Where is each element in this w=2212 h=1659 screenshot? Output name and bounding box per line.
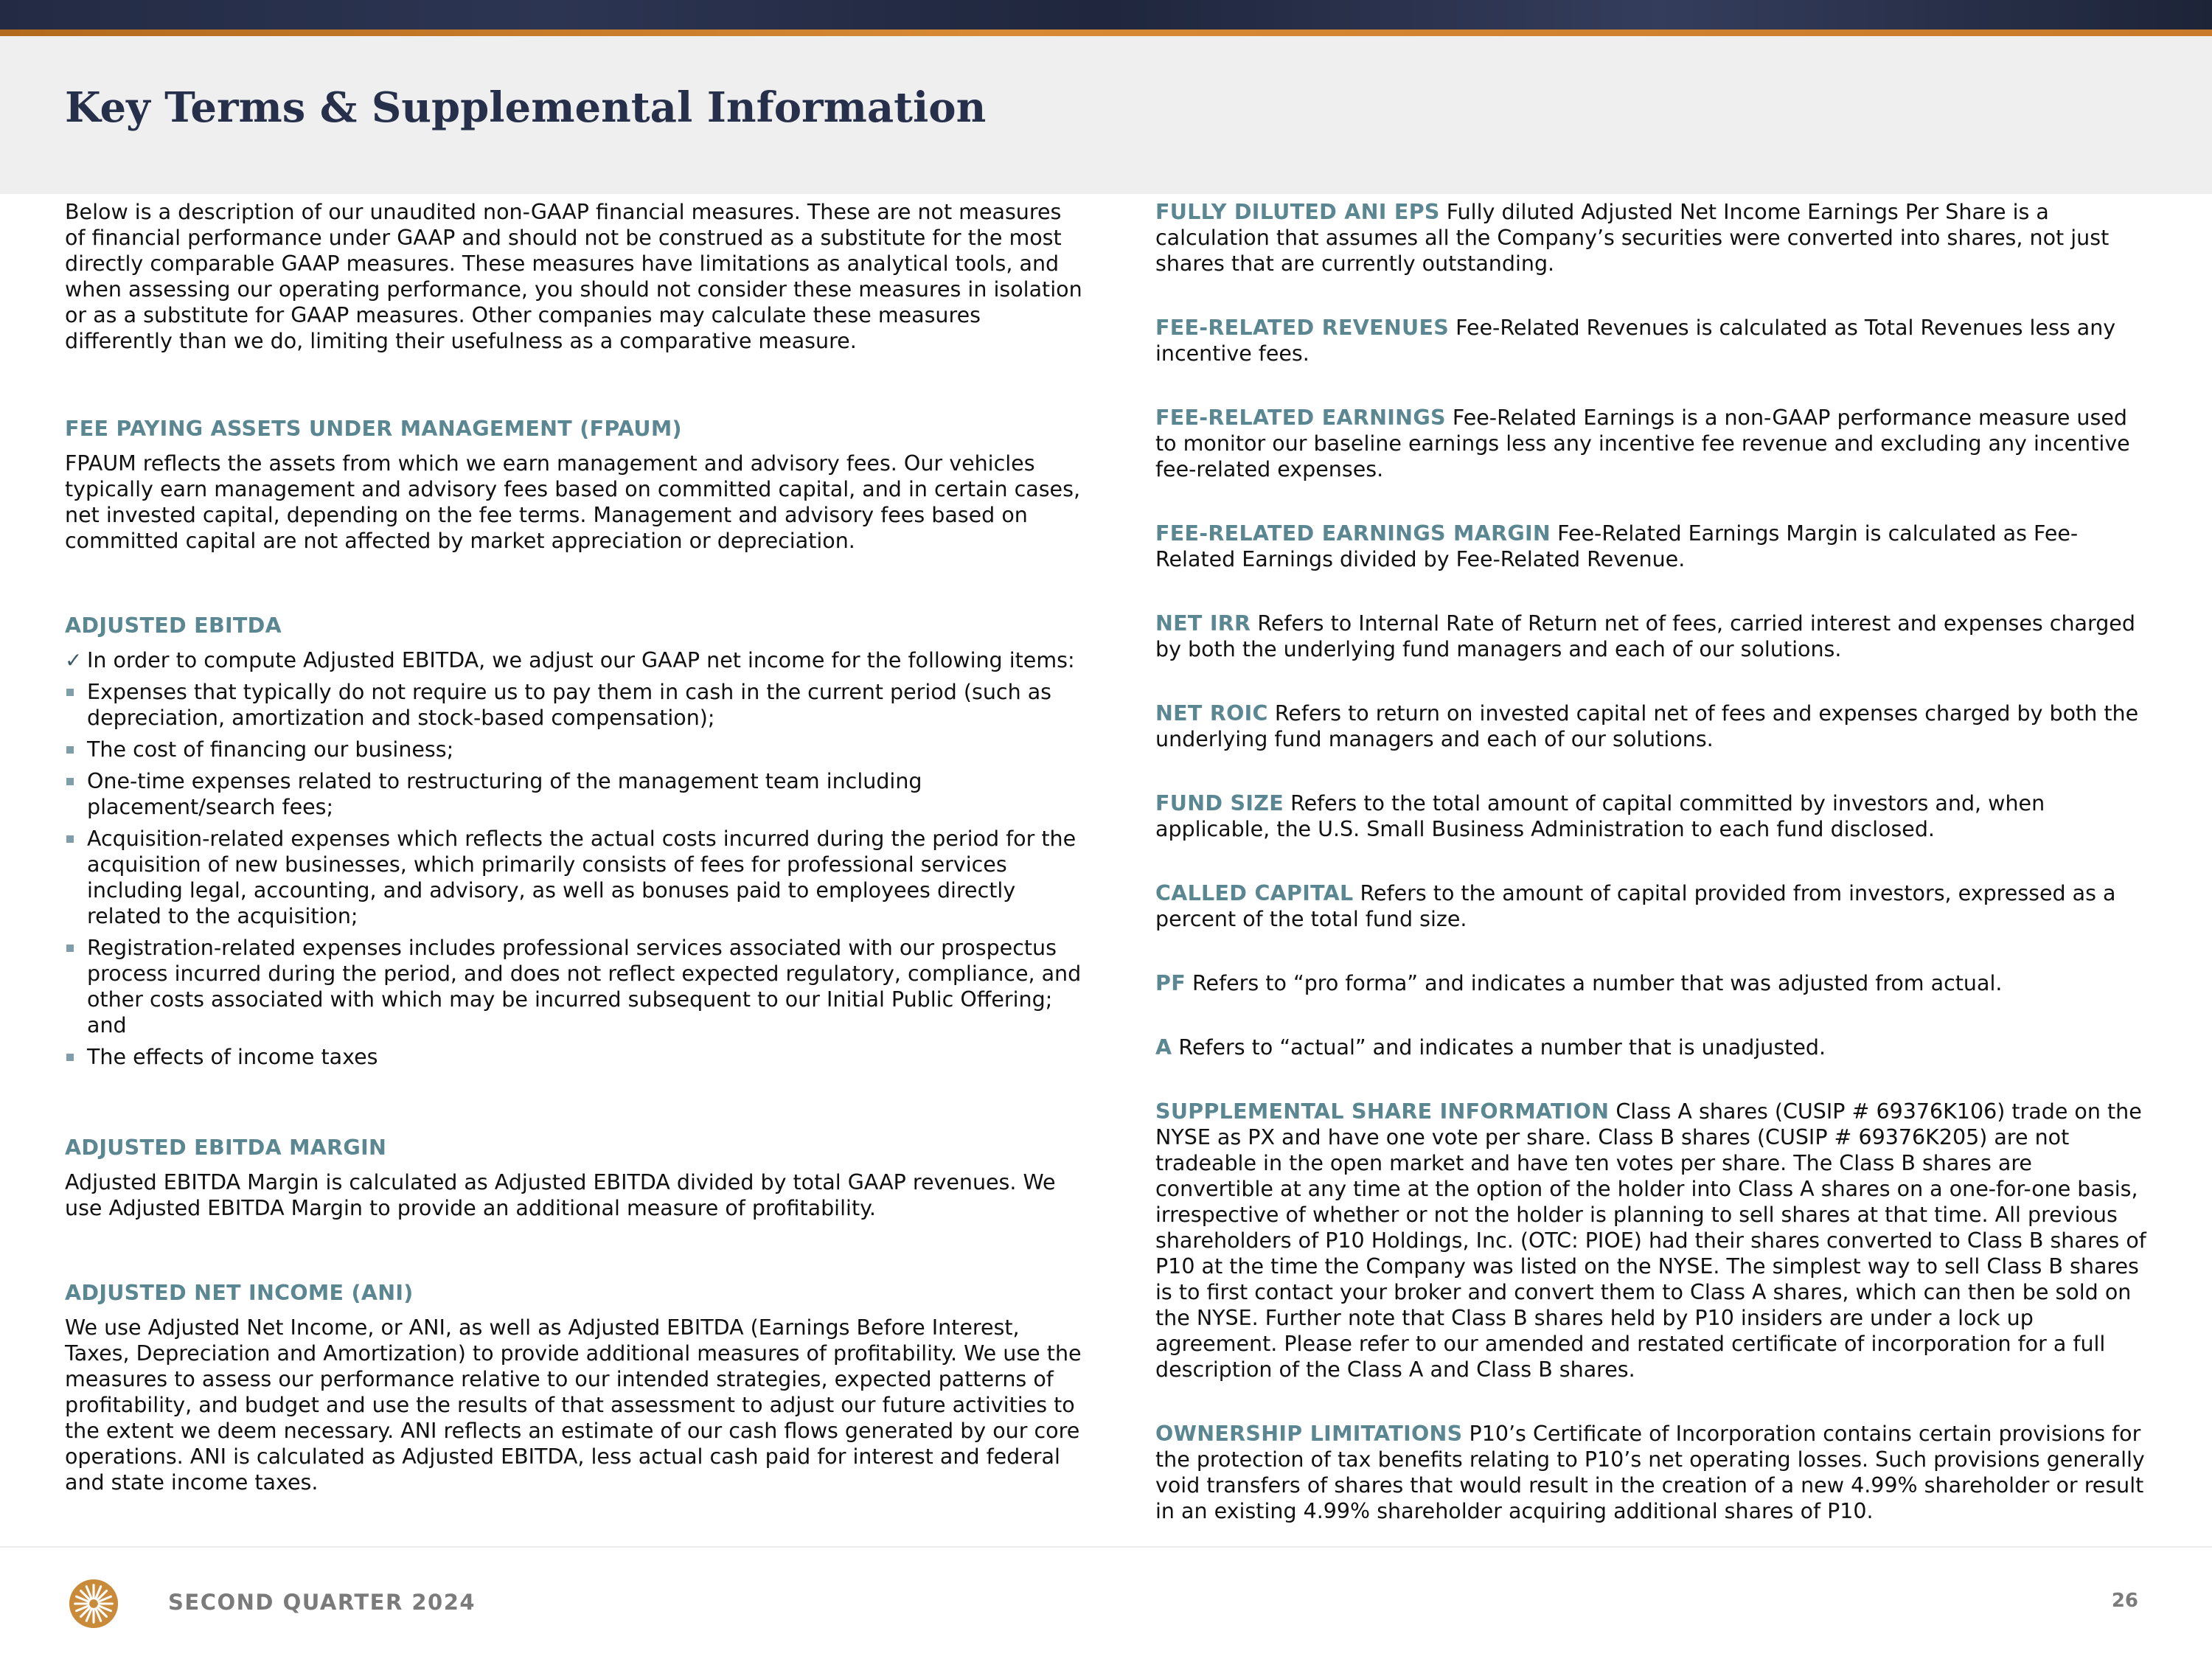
section-ani — [65, 1280, 1082, 1495]
term-definition: Refers to the amount of capital provided from investors, expressed as a percent of the total fund size. — [1155, 881, 2116, 931]
left-column — [65, 199, 1082, 1495]
term-called-capital — [1155, 880, 2151, 932]
term-label: SUPPLEMENTAL SHARE INFORMATION — [1155, 1099, 1610, 1124]
term-label: NET ROIC — [1155, 701, 1268, 726]
term-a — [1155, 1034, 2151, 1060]
term-fee-related-earnings-margin — [1155, 521, 2151, 572]
term-definition: Fee-Related Earnings Margin is calculated as Fee-Related Earnings divided by Fee-Related Revenue. — [1155, 521, 2079, 571]
term-definition: P10’s Certificate of Incorporation contains certain provisions for the protection of tax benefits relating to P10’s net operating losses. Such provisions generally void transfers of shares that would result in the creation of a new 4.99% shareholder or result in an existing 4.99% shareholder acquiring additional shares of P10. — [1155, 1422, 2145, 1523]
term-label: FEE-RELATED EARNINGS MARGIN — [1155, 521, 1551, 546]
section-body: FPAUM reflects the assets from which we earn management and advisory fees. Our vehicles typically earn management and advisory fees based on committed capital, and in certain cases, net invested capital, depending on the fee terms. Management and advisory fees based on committed capital are not affected by market appreciation or depreciation. — [65, 451, 1081, 553]
term-definition: Fee-Related Earnings is a non-GAAP performance measure used to monitor our baseline earnings less any incentive fee revenue and excluding any incentive fee-related expenses. — [1155, 406, 2130, 481]
section-body: We use Adjusted Net Income, or ANI, as well as Adjusted EBITDA (Earnings Before Interest, Taxes, Depreciation and Amortization) to provide additional measures of profitability. We use the measures to assess our performance relative to our intended strategies, expected patterns of profitability, and budget and use the results of that assessment to adjust our future activities to the extent we deem necessary. ANI reflects an estimate of our cash flows generated by our core operations. ANI is calculated as Adjusted EBITDA, less actual cash paid for interest and federal and state income taxes. — [65, 1315, 1082, 1495]
term-label: FUND SIZE — [1155, 791, 1284, 815]
term-definition: Refers to return on invested capital net of fees and expenses charged by both the underlying fund managers and each of our solutions. — [1155, 701, 2139, 751]
term-pf — [1155, 970, 2151, 996]
section-heading: ADJUSTED EBITDA — [65, 613, 282, 638]
top-decorative-band — [0, 0, 2212, 29]
ebitda-bullet-list — [65, 647, 1082, 1070]
list-item: Expenses that typically do not require us to pay them in cash in the current period (such as depreciation, amortization and stock-based compensation); — [65, 679, 1082, 731]
footer-period-label: SECOND QUARTER 2024 — [168, 1590, 476, 1615]
term-fund-size — [1155, 790, 2151, 842]
list-item: Acquisition-related expenses which reflects the actual costs incurred during the period for the acquisition of new businesses, which primarily consists of fees for professional services including legal, accounting, and advisory, as well as bonuses paid to employees directly related to the acquisition; — [65, 826, 1082, 929]
list-item-lead: ✓ In order to compute Adjusted EBITDA, we adjust our GAAP net income for the following items: — [65, 647, 1082, 673]
term-label: FEE-RELATED EARNINGS — [1155, 406, 1446, 430]
term-net-roic — [1155, 700, 2151, 752]
term-label: PF — [1155, 971, 1186, 995]
section-heading: ADJUSTED EBITDA MARGIN — [65, 1135, 387, 1160]
right-column — [1155, 199, 2151, 1524]
term-fee-related-revenues — [1155, 315, 2151, 366]
section-body: Adjusted EBITDA Margin is calculated as Adjusted EBITDA divided by total GAAP revenues. We use Adjusted EBITDA Margin to provide an additional measure of profitability. — [65, 1170, 1056, 1220]
section-ebitda-margin — [65, 1135, 1082, 1221]
term-label: A — [1155, 1035, 1172, 1060]
section-heading: FEE PAYING ASSETS UNDER MANAGEMENT (FPAUM) — [65, 417, 682, 441]
term-label: OWNERSHIP LIMITATIONS — [1155, 1422, 1463, 1446]
term-label: FULLY DILUTED ANI EPS — [1155, 200, 1440, 224]
term-definition: Fully diluted Adjusted Net Income Earnings Per Share is a calculation that assumes all the Company’s securities were converted into shares, not just shares that are currently outstanding. — [1155, 200, 2110, 276]
term-label: CALLED CAPITAL — [1155, 881, 1354, 905]
term-label: NET IRR — [1155, 611, 1251, 636]
term-definition: Refers to “pro forma” and indicates a number that was adjusted from actual. — [1192, 971, 2003, 995]
term-fully-diluted-ani-eps — [1155, 199, 2151, 276]
section-adjusted-ebitda — [65, 613, 1082, 1070]
term-definition: Class A shares (CUSIP # 69376K106) trade on the NYSE as PX and have one vote per share. Class B shares (CUSIP # 69376K205) are not tradeable in the open market and have ten votes per share. The Class B shares are convertible at any time at the option of the holder into Class A shares on a one-for-one basis, irrespective of whether or not the holder is planning to sell shares at that time. All previous shareholders of P10 Holdings, Inc. (OTC: PIOE) had their shares converted to Class B shares of P10 at the time the Company was listed on the NYSE. The simplest way to sell Class B shares is to first contact your broker and convert them to Class A shares, which can then be sold on the NYSE. Further note that Class B shares held by P10 insiders are under a lock up agreement. Please refer to our amended and restated certificate of incorporation for a full description of the Class A and Class B shares. — [1155, 1099, 2146, 1382]
term-fee-related-earnings — [1155, 405, 2151, 482]
section-fpaum — [65, 416, 1082, 554]
term-definition: Refers to “actual” and indicates a number that is unadjusted. — [1178, 1035, 1826, 1060]
page-title: Key Terms & Supplemental Information — [65, 83, 987, 132]
term-definition: Fee-Related Revenues is calculated as Total Revenues less any incentive fees. — [1155, 316, 2116, 366]
footer-divider — [0, 1546, 2212, 1548]
page-number: 26 — [2111, 1590, 2138, 1612]
term-ownership-limitations — [1155, 1421, 2151, 1524]
list-item: One-time expenses related to restructuring of the management team including placement/search fees; — [65, 768, 1082, 820]
term-definition: Refers to the total amount of capital committed by investors and, when applicable, the U.S. Small Business Administration to each fund disclosed. — [1155, 791, 2045, 841]
term-label: FEE-RELATED REVENUES — [1155, 316, 1450, 340]
intro-paragraph: Below is a description of our unaudited non-GAAP financial measures. These are not measures of financial performance under GAAP and should not be construed as a substitute for the most directly comparable GAAP measures. These measures have limitations as analytical tools, and when assessing our operating performance, you should not consider these measures in isolation or as a substitute for GAAP measures. Other companies may calculate these measures differently than we do, limiting their usefulness as a comparative measure. — [65, 200, 1082, 353]
list-item: The effects of income taxes — [65, 1044, 1082, 1070]
term-supplemental-share-information — [1155, 1099, 2151, 1382]
term-net-irr — [1155, 611, 2151, 662]
p10-starburst-logo-icon — [68, 1578, 119, 1630]
top-accent-stripe — [0, 29, 2212, 36]
section-heading: ADJUSTED NET INCOME (ANI) — [65, 1281, 414, 1305]
list-item: Registration-related expenses includes professional services associated with our prospectus process incurred during the period, and does not reflect expected regulatory, compliance, and other costs associated with which may be incurred subsequent to our Initial Public Offering; and — [65, 935, 1082, 1038]
term-definition: Refers to Internal Rate of Return net of fees, carried interest and expenses charged by both the underlying fund managers and each of our solutions. — [1155, 611, 2135, 661]
list-item: The cost of financing our business; — [65, 737, 1082, 762]
